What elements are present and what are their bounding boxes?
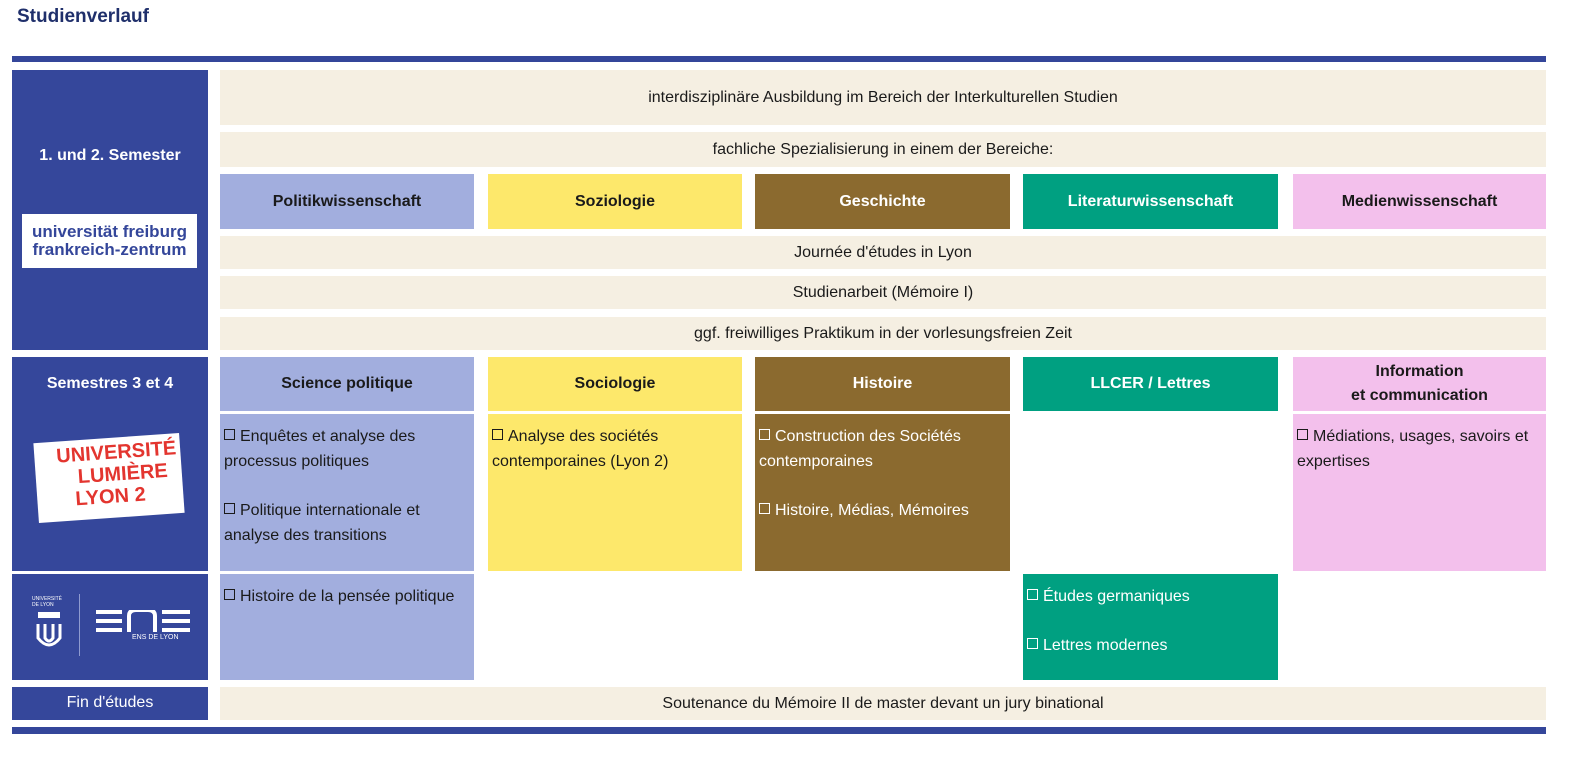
checkbox-square-icon: [224, 429, 235, 440]
row-journee: Journée d'études in Lyon: [220, 236, 1546, 269]
courses-histoire-lyon2: [755, 414, 1010, 571]
row-praktikum: ggf. freiwilliges Praktikum in der vorlesungsfreien Zeit: [220, 317, 1546, 350]
checkbox-square-icon: [1027, 589, 1038, 600]
header-histoire: Histoire: [755, 357, 1010, 411]
course-item: Lettres modernes: [1027, 633, 1274, 658]
header-science-politique: Science politique: [220, 357, 474, 411]
ens-logo-icon: [96, 610, 192, 632]
top-rule: [12, 56, 1546, 62]
phase2-label: Semestres 3 et 4: [46, 375, 174, 392]
lyon2-logo-line1: UNIVERSITÉ: [55, 437, 177, 468]
field-medienwissenschaft: Medienwissenschaft: [1293, 174, 1546, 229]
header-sociologie: Sociologie: [488, 357, 742, 411]
courses-information-lyon2: [1293, 414, 1546, 571]
university-lyon-logo-text: UNIVERSITÉ DE LYON: [32, 596, 63, 608]
lion-shield-icon: [32, 608, 66, 652]
checkbox-square-icon: [224, 503, 235, 514]
checkbox-square-icon: [1027, 638, 1038, 649]
courses-science-politique-ens: [220, 574, 474, 680]
course-item: Études germaniques: [1027, 584, 1274, 609]
university-lyon-logo: [32, 596, 68, 656]
course-item: Enquêtes et analyse des processus politiques: [224, 428, 416, 470]
ens-logo: [96, 610, 192, 632]
course-item: Histoire, Médias, Mémoires: [759, 498, 1006, 523]
uni-freiburg-logo: [22, 214, 197, 268]
field-soziologie: Soziologie: [488, 174, 742, 229]
logo-divider: [79, 594, 80, 656]
phase1-label: 1. und 2. Semester: [39, 147, 181, 164]
checkbox-square-icon: [759, 429, 770, 440]
phase3-label: Fin d'études: [66, 694, 154, 711]
courses-llcer-ens: [1023, 574, 1278, 680]
ens-logo-subtitle: ENS DE LYON: [132, 634, 179, 641]
course-item: Analyse des sociétés contemporaines (Lyon 2): [492, 428, 669, 470]
phase3-side-panel: [12, 687, 208, 720]
checkbox-square-icon: [1297, 429, 1308, 440]
course-item: Construction des Sociétés contemporaines: [759, 428, 961, 470]
uni-freiburg-logo-line2: frankreich-zentrum: [32, 240, 187, 259]
phase2-ens-side-panel: [12, 574, 208, 680]
page-title: Studienverlauf: [17, 6, 149, 27]
lyon2-logo-line3: LYON 2: [74, 483, 147, 511]
header-information-line2: et communication: [1351, 387, 1488, 404]
field-literaturwissenschaft: Literaturwissenschaft: [1023, 174, 1278, 229]
courses-sociologie-lyon2: [488, 414, 742, 571]
course-item: Politique internationale et analyse des transitions: [224, 502, 420, 544]
courses-science-politique-lyon2: [220, 414, 474, 571]
lyon2-logo: [33, 433, 184, 523]
uni-freiburg-logo-line1: universität freiburg: [32, 222, 187, 241]
row-interdisziplinaer: interdisziplinäre Ausbildung im Bereich der Interkulturellen Studien: [220, 70, 1546, 125]
lyon2-logo-line2: LUMIÈRE: [77, 459, 169, 489]
course-item: Médiations, usages, savoirs et expertises: [1297, 428, 1529, 470]
course-item: Histoire de la pensée politique: [224, 584, 470, 609]
header-information-communication: [1293, 357, 1546, 411]
header-information-line1: Information: [1375, 363, 1464, 380]
bottom-rule: [12, 727, 1546, 734]
checkbox-square-icon: [492, 429, 503, 440]
field-geschichte: Geschichte: [755, 174, 1010, 229]
header-llcer-lettres: LLCER / Lettres: [1023, 357, 1278, 411]
row-spezialisierung: fachliche Spezialisierung in einem der Bereiche:: [220, 132, 1546, 167]
checkbox-square-icon: [759, 503, 770, 514]
phase1-side-panel: [12, 70, 208, 350]
row-studienarbeit: Studienarbeit (Mémoire I): [220, 276, 1546, 309]
checkbox-square-icon: [224, 589, 235, 600]
row-soutenance: Soutenance du Mémoire II de master devant un jury binational: [220, 687, 1546, 720]
field-politikwissenschaft: Politikwissenschaft: [220, 174, 474, 229]
